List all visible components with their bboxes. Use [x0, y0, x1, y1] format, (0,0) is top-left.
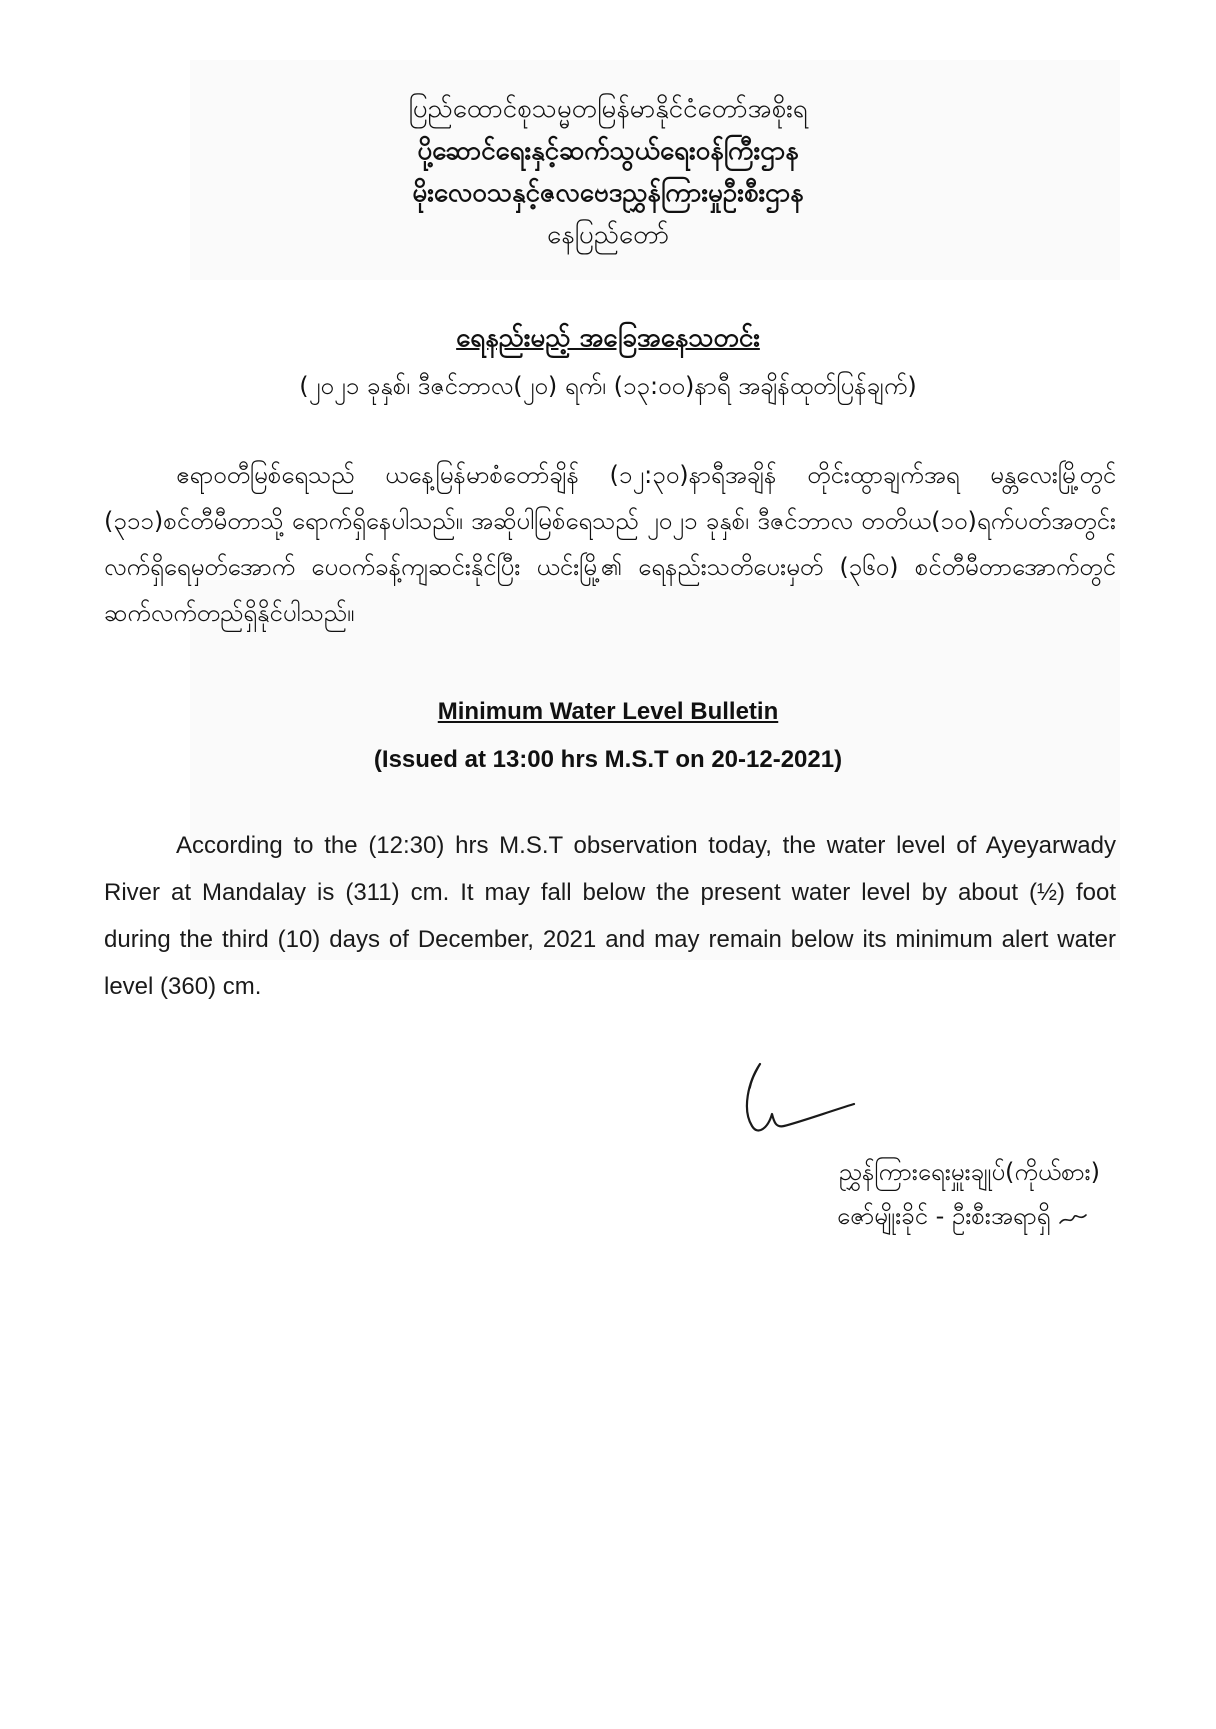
initial-mark	[1058, 1205, 1088, 1229]
header-ministry-line: ပို့ဆောင်ရေးနှင့်ဆက်သွယ်ရေးဝန်ကြီးဌာန	[417, 136, 799, 166]
signatory-block	[600, 1150, 1100, 1238]
english-bulletin-body: According to the (12:30) hrs M.S.T observation today, the water level of Ayeyarwady River at Mandalay is (311) cm. It may fall below the present water level by about (½) foot during the third (10) days of December, 2021 and may remain below its minimum alert water level (360) cm.	[104, 832, 1116, 1000]
myanmar-bulletin-title	[0, 318, 1216, 358]
handwritten-signature	[738, 1052, 858, 1142]
signatory-title: ညွှန်ကြားရေးမှူးချုပ်(ကိုယ်စား)	[838, 1158, 1100, 1186]
english-bulletin-title-text: Minimum Water Level Bulletin	[437, 698, 779, 725]
header-government-line: ပြည်ထောင်စုသမ္မတမြန်မာနိုင်ငံတော်အစိုးရ	[408, 94, 808, 124]
myanmar-bulletin-body: ဧရာဝတီမြစ်ရေသည် ယနေ့မြန်မာစံတော်ချိန် (၁၂:၃၀)နာရီအချိန် တိုင်းထွာချက်အရ မန္တလေးမြို့တွင် (၃၁၁)စင်တီမီတာသို့ ရောက်ရှိနေပါသည်။ အဆိုပါမြစ်ရေသည် ၂၀၂၁ ခုနှစ်၊ ဒီဇင်ဘာလ တတိယ(၁၀)ရက်ပတ်အတွင်း လက်ရှိရေမှတ်အောက် ပေဝက်ခန့်ကျဆင်းနိုင်ပြီး ယင်းမြို့၏ ရေနည်းသတိပေးမှတ် (၃၆၀) စင်တီမီတာအောက်တွင် ဆက်လက်တည်ရှိနိုင်ပါသည်။	[104, 461, 1116, 627]
signatory-name: ဇော်မျိုးခိုင် - ဦးစီးအရာရှိ	[836, 1202, 1051, 1230]
header-city-line: နေပြည်တော်	[546, 220, 670, 250]
header-department-line: မိုးလေဝသနှင့်ဇလဗေဒညွှန်ကြားမှုဦးစီးဌာန	[412, 178, 804, 208]
english-bulletin-title	[0, 692, 1216, 732]
ministry-header	[0, 88, 1216, 256]
signatory-name-line	[600, 1194, 1100, 1238]
myanmar-bulletin-title-text: ရေနည်းမည့် အခြေအနေသတင်း	[456, 323, 760, 353]
english-bulletin-issued: (Issued at 13:00 hrs M.S.T on 20-12-2021)	[373, 746, 843, 773]
myanmar-bulletin-issued: (၂၀၂၁ ခုနှစ်၊ ဒီဇင်ဘာလ(၂၀) ရက်၊ (၁၃:၀၀)နာရီ အချိန်ထုတ်ပြန်ချက်)	[299, 372, 917, 400]
